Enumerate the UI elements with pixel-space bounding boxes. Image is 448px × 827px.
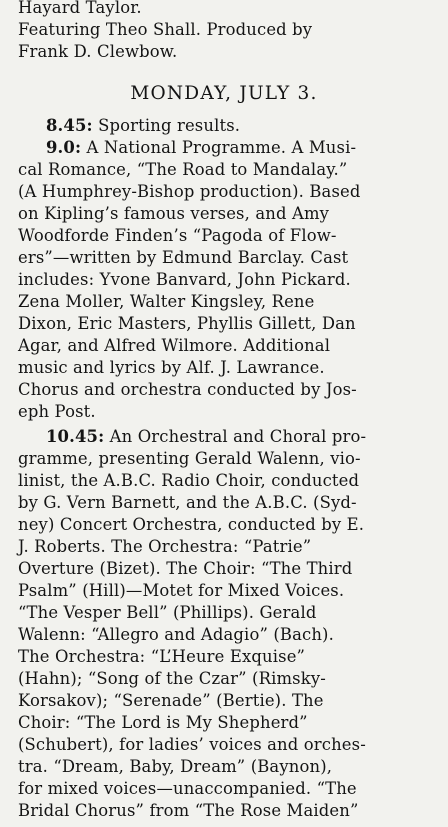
entry-1045-line-8: Psalm” (Hill)—Motet for Mixed Voices. bbox=[18, 581, 345, 600]
entry-900-line-2: cal Romance, “The Road to Mandalay.” bbox=[18, 160, 348, 179]
entry-1045-line-6: J. Roberts. The Orchestra: “Patrie” bbox=[18, 537, 312, 556]
entry-1045-line-4: by G. Vern Barnett, and the A.B.C. (Syd- bbox=[18, 493, 357, 512]
intro-line-3: Frank D. Clewbow. bbox=[18, 42, 178, 61]
entry-900-line-8: Zena Moller, Walter Kingsley, Rene bbox=[18, 292, 315, 311]
entry-900-line-1 bbox=[46, 137, 356, 159]
entry-1045-line-18: Bridal Chorus” from “The Rose Maiden” bbox=[18, 801, 359, 820]
entry-900-line-6: ers”—written by Edmund Barclay. Cast bbox=[18, 248, 349, 267]
entry-900-line-5: Woodforde Finden’s “Pagoda of Flow- bbox=[18, 226, 337, 245]
entry-900-line-9: Dixon, Eric Masters, Phyllis Gillett, Dan bbox=[18, 314, 356, 333]
intro-line-2: Featuring Theo Shall. Produced by bbox=[18, 20, 313, 39]
entry-time: 10.45: bbox=[46, 427, 105, 446]
entry-1045-line-14: Choir: “The Lord is My Shepherd” bbox=[18, 713, 308, 732]
entry-1045-line-16: tra. “Dream, Baby, Dream” (Baynon), bbox=[18, 757, 333, 776]
entry-text: A National Programme. A Musi- bbox=[86, 138, 357, 157]
entry-1045-line-17: for mixed voices—unaccompanied. “The bbox=[18, 779, 357, 798]
entry-1045-line-10: Walenn: “Allegro and Adagio” (Bach). bbox=[18, 625, 334, 644]
entry-time: 9.0: bbox=[46, 138, 82, 157]
entry-1045-line-2: gramme, presenting Gerald Walenn, vio- bbox=[18, 449, 361, 468]
entry-1045-line-3: linist, the A.B.C. Radio Choir, conducted bbox=[18, 471, 360, 490]
entry-text: Sporting results. bbox=[98, 116, 241, 135]
entry-1045-line-7: Overture (Bizet). The Choir: “The Third bbox=[18, 559, 353, 578]
entry-845-line-1 bbox=[46, 115, 240, 137]
date-heading: MONDAY, JULY 3. bbox=[130, 83, 318, 104]
entry-900-line-13: eph Post. bbox=[18, 402, 96, 421]
entry-1045-line-11: The Orchestra: “L’Heure Exquise” bbox=[18, 647, 306, 666]
entry-900-line-10: Agar, and Alfred Wilmore. Additional bbox=[18, 336, 331, 355]
entry-1045-line-1 bbox=[46, 426, 366, 448]
entry-900-line-12: Chorus and orchestra conducted by Jos- bbox=[18, 380, 357, 399]
entry-1045-line-13: Korsakov); “Serenade” (Bertie). The bbox=[18, 691, 324, 710]
entry-900-line-3: (A Humphrey-Bishop production). Based bbox=[18, 182, 361, 201]
entry-1045-line-15: (Schubert), for ladies’ voices and orches- bbox=[18, 735, 366, 754]
entry-1045-line-12: (Hahn); “Song of the Czar” (Rimsky- bbox=[18, 669, 326, 688]
entry-1045-line-9: “The Vesper Bell” (Phillips). Gerald bbox=[18, 603, 317, 622]
intro-line-1: Hayard Taylor. bbox=[18, 0, 142, 17]
entry-900-line-7: includes: Yvone Banvard, John Pickard. bbox=[18, 270, 351, 289]
entry-text: An Orchestral and Choral pro- bbox=[109, 427, 367, 446]
entry-1045-line-5: ney) Concert Orchestra, conducted by E. bbox=[18, 515, 365, 534]
entry-time: 8.45: bbox=[46, 116, 93, 135]
entry-900-line-11: music and lyrics by Alf. J. Lawrance. bbox=[18, 358, 325, 377]
entry-900-line-4: on Kipling’s famous verses, and Amy bbox=[18, 204, 330, 223]
